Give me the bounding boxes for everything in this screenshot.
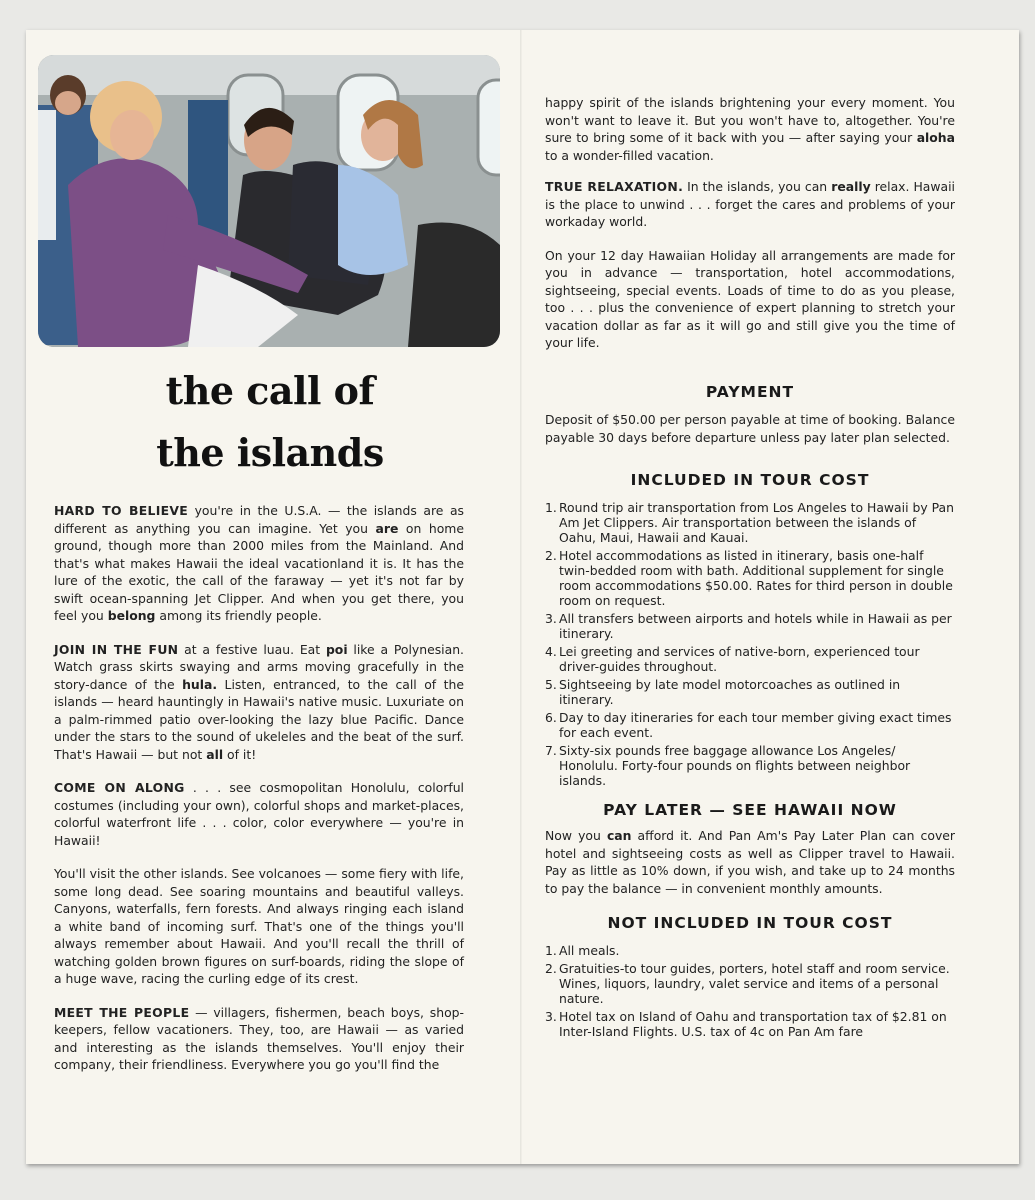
item-text: Hotel tax on Island of Oahu and transportation tax of $2.81 on Inter-Island Flights. U.S. tax of 4c on Pan Am fare <box>559 1008 947 1039</box>
list-item <box>545 743 955 788</box>
body-text: Listen, entranced, to the call of the islands — heard hauntingly in Hawaii's native music. Luxuriate on a palm-rimmed patio over-looking the lazy blue Pacific. Dance under the stars to the sound of ukeleles and the beat of the surf. That's Hawaii — but not <box>54 676 464 762</box>
item-text: Gratuities-to tour guides, porters, hotel staff and room service. Wines, liquors, laundry, valet service and items of a personal nature. <box>559 960 950 1006</box>
body-text: among its friendly people. <box>155 608 322 623</box>
list-item <box>545 548 955 608</box>
payment-text: Deposit of $50.00 per person payable at time of booking. Balance payable 30 days before departure unless pay later plan selected. <box>545 412 955 445</box>
paragraph-happy-spirit <box>545 94 955 164</box>
list-item <box>545 943 955 958</box>
emphasis: are <box>375 520 399 536</box>
page-title <box>140 360 400 484</box>
list-item <box>545 961 955 1006</box>
list-item <box>545 1009 955 1039</box>
not-included-heading: NOT INCLUDED IN TOUR COST <box>607 914 893 932</box>
body-text: to a wonder-filled vacation. <box>545 147 714 163</box>
pay-later-heading: PAY LATER — SEE HAWAII NOW <box>603 800 897 819</box>
paragraph-hawaiian-holiday: On your 12 day Hawaiian Holiday all arrangements are made for you in advance — transportation, hotel accommodations, sightseeing, special events. Loads of time to do as you please, too . . . plus the convenience of expert planning to stretch your vacation dollar as far as it will go and still give you the time of your life. <box>545 247 955 350</box>
paragraph-meet-the-people <box>54 1004 464 1074</box>
body-text: on home ground, though more than 2000 miles from the Mainland. And that's what makes Hawaii the ideal vacationland it is. It has the lure of the exotic, the call of the faraway — yet it's not far by swift ocean-spanning Jet Clipper. And when you get there, you feel you <box>54 520 464 623</box>
emphasis: poi <box>325 641 348 657</box>
emphasis: all <box>206 746 224 762</box>
title-line-1: the call of <box>165 368 375 413</box>
list-item <box>545 710 955 740</box>
list-item <box>545 611 955 641</box>
body-text: like a Polynesian. Watch grass skirts swaying and arms moving gracefully in the story-dance of the <box>54 641 464 692</box>
item-number: 5. <box>545 676 557 692</box>
paragraph-join-in-the-fun <box>54 641 464 764</box>
left-column <box>54 502 464 1090</box>
body-text: of it! <box>223 746 257 762</box>
pay-later-text <box>545 827 955 897</box>
paragraph-come-on-along <box>54 779 464 849</box>
page-fold <box>520 30 522 1164</box>
item-text: Sixty-six pounds free baggage allowance Los Angeles/ Honolulu. Forty-four pounds on flights between neighbor islands. <box>559 742 911 788</box>
body-text: relax. Hawaii is the place to unwind . . . forget the cares and problems of your workaday world. <box>545 179 955 229</box>
family-airplane-photo <box>38 55 500 347</box>
item-number: 3. <box>545 610 557 626</box>
item-text: Hotel accommodations as listed in itinerary, basis one-half twin-bedded room with bath. Additional supplement for single room accommodations $50.00. Rates for third person in double room on request. <box>559 547 953 608</box>
included-heading: INCLUDED IN TOUR COST <box>630 471 870 489</box>
paragraph-hard-to-believe <box>54 502 464 625</box>
emphasis: belong <box>107 608 156 623</box>
body-text: afford it. And Pan Am's Pay Later Plan can cover hotel and sightseeing costs as well as Clipper travel to Hawaii. Pay as little as 10% down, if you wish, and take up to 24 months to pay the balance — in convenient monthly amounts. <box>545 828 955 896</box>
lead-phrase: TRUE RELAXATION. <box>545 179 684 194</box>
paragraph-true-relaxation <box>545 178 955 231</box>
item-number: 1. <box>545 499 557 515</box>
item-number: 2. <box>545 547 557 563</box>
list-item <box>545 677 955 707</box>
item-number: 7. <box>545 742 557 758</box>
body-text: at a festive luau. Eat <box>178 641 326 657</box>
emphasis: really <box>831 179 871 194</box>
payment-heading: PAYMENT <box>705 382 795 401</box>
body-text: Now you <box>545 828 607 843</box>
lead-phrase: MEET THE PEOPLE <box>54 1004 190 1020</box>
paragraph-other-islands: You'll visit the other islands. See volcanoes — some fiery with life, some long dead. See soaring mountains and beautiful valleys. Canyons, waterfalls, fern forests. And always ringing each island a white band of incoming surf. That's one of the things you'll always remember about Hawaii. And you'll recall the thrill of watching golden brown figures on surf-boards, riding the slope of a huge wave, racing the curling edge of its crest. <box>54 866 464 986</box>
emphasis: aloha <box>916 130 955 145</box>
item-text: Lei greeting and services of native-born, experienced tour driver-guides throughout. <box>559 643 920 674</box>
lead-phrase: HARD TO BELIEVE <box>54 503 189 518</box>
right-column <box>545 94 955 1042</box>
item-number: 2. <box>545 960 557 976</box>
item-number: 3. <box>545 1008 557 1024</box>
not-included-list <box>545 943 955 1039</box>
item-number: 6. <box>545 709 557 725</box>
body-text: — villagers, fishermen, beach boys, shop-keepers, fellow vacationers. They, too, are Hawaii — as varied and interesting as the islands themselves. You'll enjoy their company, their friendliness. Everywhere you go you'll find the <box>54 1004 464 1072</box>
item-text: Day to day itineraries for each tour member giving exact times for each event. <box>559 709 952 740</box>
item-text: Sightseeing by late model motorcoaches as outlined in itinerary. <box>559 676 901 707</box>
item-number: 1. <box>545 942 557 958</box>
title-line-2: the islands <box>156 430 384 475</box>
emphasis: can <box>606 828 632 843</box>
lead-phrase: COME ON ALONG <box>54 780 185 795</box>
list-item <box>545 500 955 545</box>
body-text: . . . see cosmopolitan Honolulu, colorful costumes (including your own), colorful shops and market-places, colorful waterfront life . . . color, color everywhere — you're in Hawaii! <box>54 780 464 848</box>
body-text: In the islands, you can <box>683 179 832 194</box>
included-list <box>545 500 955 788</box>
lead-phrase: JOIN IN THE FUN <box>54 641 179 657</box>
emphasis: hula. <box>182 676 218 692</box>
list-item <box>545 644 955 674</box>
item-text: Round trip air transportation from Los Angeles to Hawaii by Pan Am Jet Clippers. Air transportation between the islands of Oahu, Maui, Hawaii and Kauai. <box>559 499 954 545</box>
body-text: happy spirit of the islands brightening your every moment. You won't want to leave it. But you won't have to, altogether. You're sure to bring some of it back with you — after saying your <box>545 95 955 145</box>
item-number: 4. <box>545 643 557 659</box>
body-text: you're in the U.S.A. — the islands are as different as anything you can imagine. Yet you <box>54 503 464 536</box>
item-text: All meals. <box>559 942 620 958</box>
item-text: All transfers between airports and hotels while in Hawaii as per itinerary. <box>559 610 952 641</box>
